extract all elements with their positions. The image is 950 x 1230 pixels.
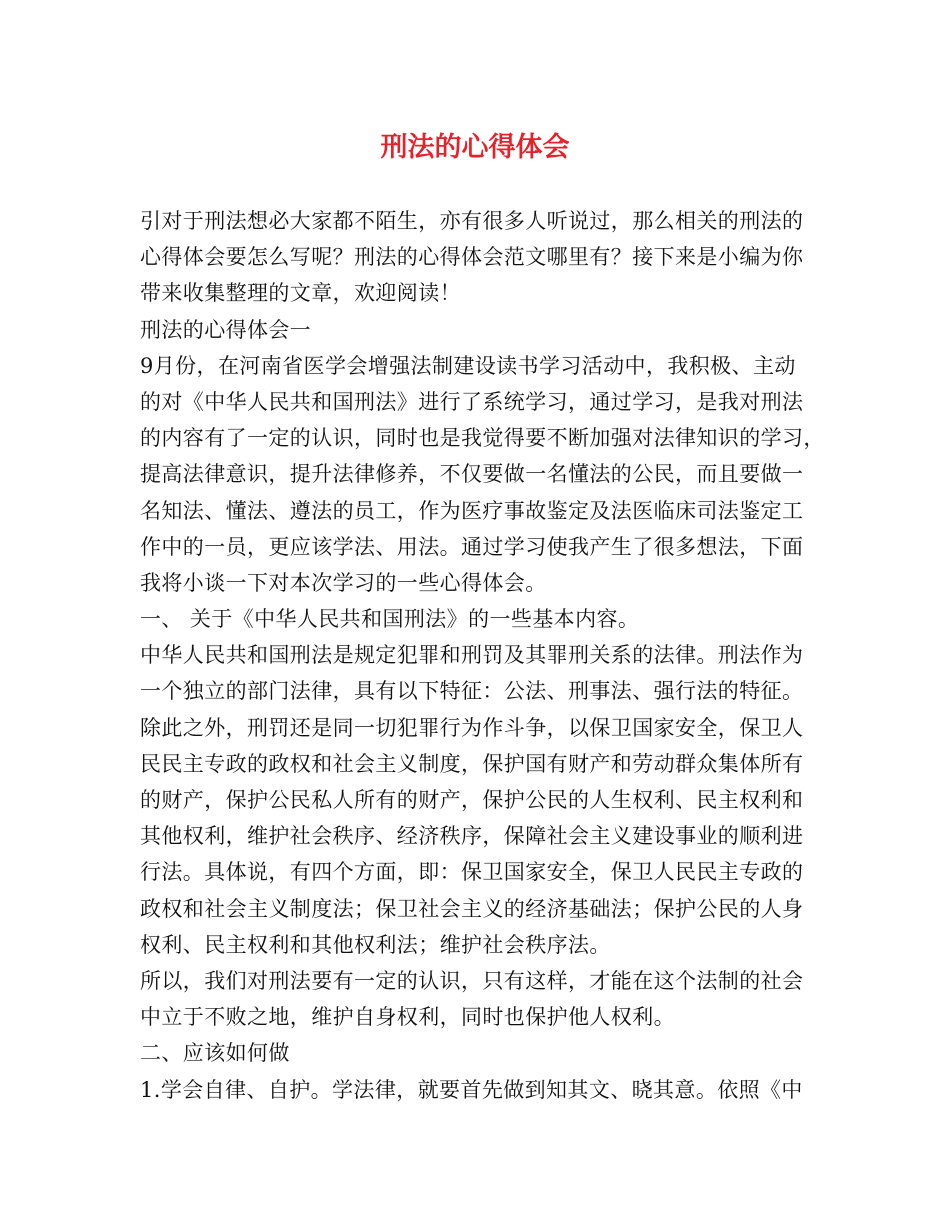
body-line: 政权和社会主义制度法；保卫社会主义的经济基础法；保护公民的人身 [140,896,804,921]
body-line: 作中的一员，更应该学法、用法。通过学习使我产生了很多想法，下面 [140,534,804,559]
body-line: 提高法律意识，提升法律修养，不仅要做一名懂法的公民，而且要做一 [140,462,804,487]
body-line: 行法。具体说，有四个方面，即：保卫国家安全，保卫人民民主专政的 [140,860,804,885]
body-line: 的内容有了一定的认识，同时也是我觉得要不断加强对法律知识的学习， [140,426,825,451]
body-line: 名知法、懂法、遵法的员工，作为医疗事故鉴定及法医临床司法鉴定工 [140,498,804,523]
body-line: 所以，我们对刑法要有一定的认识，只有这样，才能在这个法制的社会 [140,968,804,993]
body-line: 民民主专政的政权和社会主义制度，保护国有财产和劳动群众集体所有 [140,751,804,776]
body-line: 带来收集整理的文章，欢迎阅读！ [140,281,461,306]
body-line: 中华人民共和国刑法是规定犯罪和刑罚及其罪刑关系的法律。刑法作为 [140,643,804,668]
body-line: 一个独立的部门法律，具有以下特征：公法、刑事法、强行法的特征。 [140,679,804,704]
section-heading: 一、 关于《中华人民共和国刑法》的一些基本内容。 [140,607,640,632]
body-line: 1.学会自律、自护。学法律，就要首先做到知其文、晓其意。依照《中 [140,1077,803,1102]
body-line: 的财产，保护公民私人所有的财产，保护公民的人生权利、民主权利和 [140,788,804,812]
body-line: 我将小谈一下对本次学习的一些心得体会。 [140,570,547,595]
body-line: 中立于不败之地，维护自身权利，同时也保护他人权利。 [140,1005,675,1030]
body-line: 引对于刑法想必大家都不陌生，亦有很多人听说过，那么相关的刑法的 [140,209,804,233]
document-title: 刑法的心得体会 [380,132,570,163]
body-line: 9月份，在河南省医学会增强法制建设读书学习活动中，我积极、主动 [140,353,796,378]
section-heading: 二、应该如何做 [140,1041,290,1066]
body-line: 权利、民主权利和其他权利法；维护社会秩序法。 [140,932,611,957]
body-line: 其他权利，维护社会秩序、经济秩序，保障社会主义建设事业的顺利进 [140,824,804,849]
section-heading: 刑法的心得体会一 [140,317,312,342]
document-body [140,203,825,1108]
body-line: 心得体会要怎么写呢？刑法的心得体会范文哪里有？接下来是小编为你 [140,245,804,270]
body-line: 除此之外，刑罚还是同一切犯罪行为作斗争，以保卫国家安全，保卫人 [140,715,804,740]
body-line: 的对《中华人民共和国刑法》进行了系统学习，通过学习，是我对刑法 [140,389,804,414]
